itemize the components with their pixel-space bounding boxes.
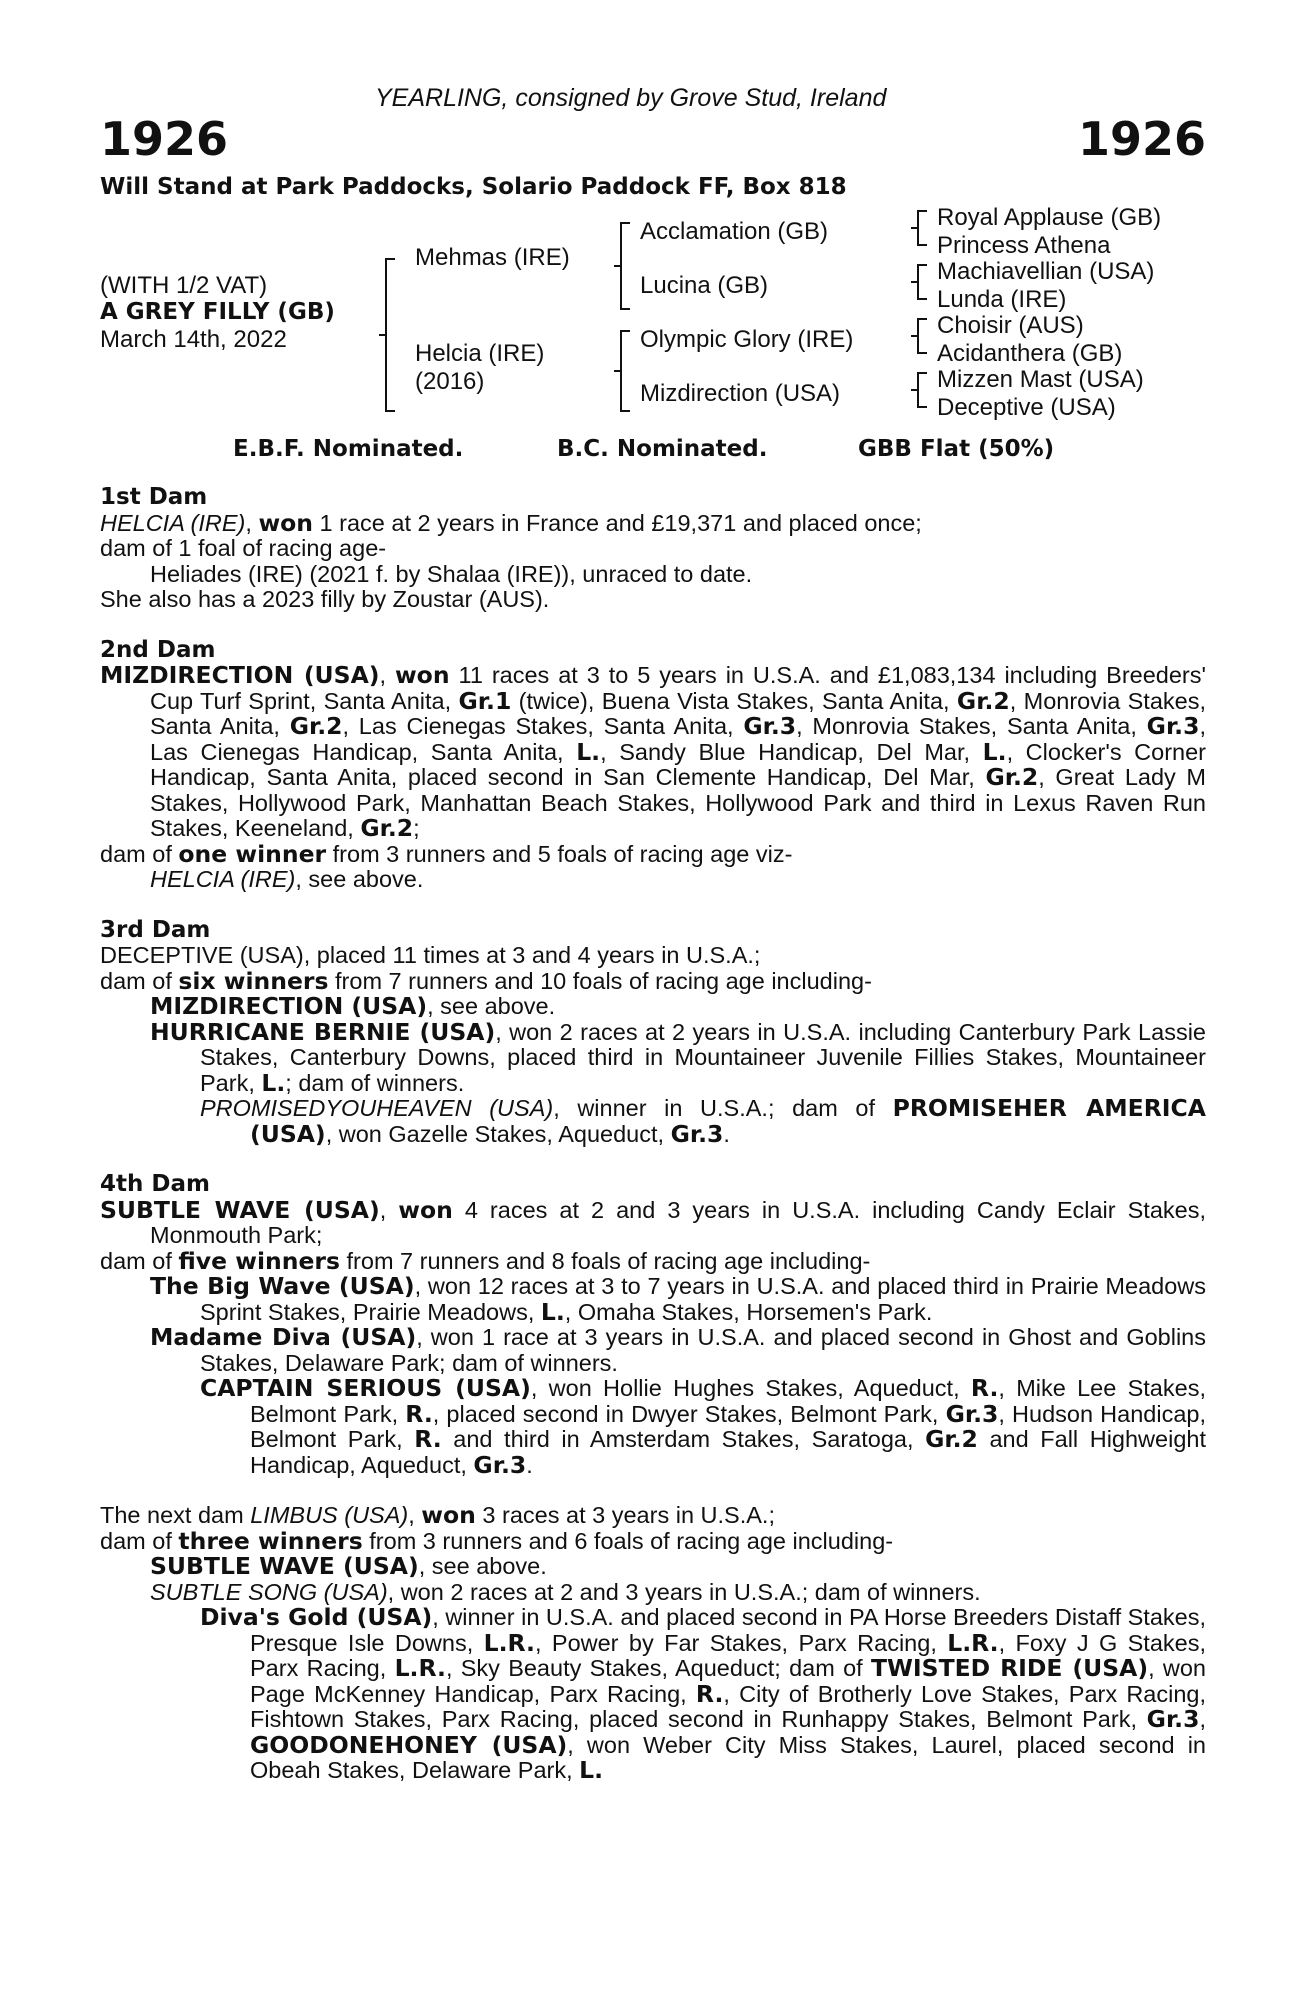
foaling-date: March 14th, 2022 bbox=[100, 326, 287, 353]
third-dam-record: DECEPTIVE (USA), placed 11 times at 3 and 4 years in U.S.A.; bbox=[100, 942, 761, 968]
sire-dam-brace bbox=[385, 258, 395, 412]
dam-sire: Olympic Glory (IRE) bbox=[640, 326, 854, 353]
lot-number-right: 1926 bbox=[1077, 112, 1206, 166]
produce-entry: SUBTLE WAVE (USA), see above. bbox=[150, 1552, 547, 1580]
dd-dam: Deceptive (USA) bbox=[937, 394, 1116, 421]
second-dam-section bbox=[100, 638, 1206, 893]
next-dam-record: The next dam LIMBUS (USA), won 3 races at 3 years in U.S.A.; bbox=[100, 1501, 775, 1529]
ds-dam: Acidanthera (GB) bbox=[937, 340, 1123, 367]
produce-entry: CAPTAIN SERIOUS (USA), won Hollie Hughes Stakes, Aqueduct, R., Mike Lee Stakes, Belmont Park, R., placed second in Dwyer Stakes, Belmont Park, Gr.3, Hudson Handicap, Belmont Park, R. and third in Amsterdam Stakes, Saratoga, Gr.2 and Fall Highweight Handicap, Aqueduct, Gr.3. bbox=[200, 1374, 1206, 1479]
ebf-nomination: E.B.F. Nominated. bbox=[233, 436, 464, 462]
dam-name: Helcia (IRE) bbox=[415, 340, 545, 367]
gen3-brace-4 bbox=[917, 372, 927, 408]
section-heading: 3rd Dam bbox=[100, 916, 211, 943]
sire-sire: Acclamation (GB) bbox=[640, 218, 829, 245]
gen3-brace-1 bbox=[917, 210, 927, 246]
sire-parents-brace bbox=[620, 222, 630, 310]
produce-entry: SUBTLE SONG (USA), won 2 races at 2 and 3 years in U.S.A.; dam of winners. bbox=[150, 1578, 981, 1605]
ds-sire: Choisir (AUS) bbox=[937, 312, 1084, 339]
dam-dam: Mizdirection (USA) bbox=[640, 380, 841, 407]
produce-entry: The Big Wave (USA), won 12 races at 3 to 7 years in U.S.A. and placed third in Prairie Meadows Sprint Stakes, Prairie Meadows, L., Omaha Stakes, Horsemen's Park. bbox=[150, 1272, 1206, 1326]
produce-entry: MIZDIRECTION (USA), see above. bbox=[150, 992, 556, 1020]
section-heading: 4th Dam bbox=[100, 1171, 210, 1197]
ss-sire: Royal Applause (GB) bbox=[937, 204, 1162, 231]
catalogue-body bbox=[100, 485, 1206, 1784]
sd-sire: Machiavellian (USA) bbox=[937, 258, 1155, 285]
third-dam-section bbox=[100, 918, 1206, 1148]
section-heading: 1st Dam bbox=[100, 484, 208, 510]
stand-location: Will Stand at Park Paddocks, Solario Paddock FF, Box 818 bbox=[100, 174, 847, 200]
horse-description: A GREY FILLY (GB) bbox=[100, 299, 335, 325]
sire-name: Mehmas (IRE) bbox=[415, 244, 570, 271]
sd-dam: Lunda (IRE) bbox=[937, 286, 1067, 313]
produce-entry: PROMISEDYOUHEAVEN (USA), winner in U.S.A.; dam of PROMISEHER AMERICA (USA), won Gazelle Stakes, Aqueduct, Gr.3. bbox=[200, 1094, 1206, 1148]
horse-name: MIZDIRECTION (USA) bbox=[100, 661, 380, 689]
grade: Gr.2 bbox=[985, 763, 1039, 791]
dd-sire: Mizzen Mast (USA) bbox=[937, 366, 1144, 393]
produce-summary: dam of six winners from 7 runners and 10 foals of racing age including- bbox=[100, 966, 872, 995]
grade: Gr.1 bbox=[458, 686, 512, 715]
race-record: 1 race at 2 years in France and £19,371 and placed once; bbox=[313, 509, 922, 536]
sire-dam: Lucina (GB) bbox=[640, 272, 769, 299]
grade: Gr.2 bbox=[360, 814, 414, 842]
gbb-nomination: GBB Flat (50%) bbox=[858, 436, 1055, 462]
produce-entry: Madame Diva (USA), won 1 race at 3 years in U.S.A. and placed second in Ghost and Goblins Stakes, Delaware Park; dam of winners. bbox=[150, 1323, 1207, 1376]
foal-entry: HELCIA (IRE), see above. bbox=[150, 866, 424, 892]
gen3-brace-2 bbox=[917, 264, 927, 300]
consignment-line: YEARLING, consigned by Grove Stud, Ireland bbox=[375, 84, 887, 112]
grade: L. bbox=[982, 737, 1007, 766]
produce-note: She also has a 2023 filly by Zoustar (AUS). bbox=[100, 586, 550, 612]
fourth-dam-section bbox=[100, 1172, 1206, 1478]
produce-intro: dam of 1 foal of racing age- bbox=[100, 535, 387, 561]
produce-entry: HURRICANE BERNIE (USA), won 2 races at 2 years in U.S.A. including Canterbury Park Lassie Stakes, Canterbury Downs, placed third in Mountaineer Juvenile Fillies Stakes, Mountaineer Park, L.; dam of winners. bbox=[150, 1017, 1206, 1097]
bc-nomination: B.C. Nominated. bbox=[557, 436, 768, 462]
second-dam-record: MIZDIRECTION (USA), won 11 races at 3 to 5 years in U.S.A. and £1,083,134 including Breeders' Cup Turf Sprint, Santa Anita, Gr.1 (twice), Buena Vista Stakes, Santa Anita, Gr.2, Monrovia Stakes, Santa Anita, Gr.2, Las Cienegas Stakes, Santa Anita, Gr.3, Monrovia Stakes, Santa Anita, Gr.3, Las Cienegas Handicap, Santa Anita, L., Sandy Blue Handicap, Del Mar, L., Clocker's Corner Handicap, Santa Anita, placed second in San Clemente Handicap, Del Mar, Gr.2, Great Lady M Stakes, Hollywood Park, Manhattan Beach Stakes, Hollywood Park and third in Lexus Raven Run Stakes, Keeneland, Gr.2; bbox=[100, 661, 1207, 842]
produce-entry: Diva's Gold (USA), winner in U.S.A. and placed second in PA Horse Breeders Distaff Stakes, Presque Isle Downs, L.R., Power by Far Stakes, Parx Racing, L.R., Foxy J G Stakes, Parx Racing, L.R., Sky Beauty Stakes, Aqueduct; dam of TWISTED RIDE (USA), won Page McKenney Handicap, Parx Racing, R., City of Brotherly Love Stakes, Parx Racing, Fishtown Stakes, Parx Racing, placed second in Runhappy Stakes, Belmont Park, Gr.3, GOODONEHONEY (USA), won Weber City Miss Stakes, Laurel, placed second in Obeah Stakes, Delaware Park, L. bbox=[200, 1603, 1207, 1784]
grade: Gr.2 bbox=[956, 686, 1010, 715]
gen3-brace-3 bbox=[917, 318, 927, 354]
lot-number-left: 1926 bbox=[100, 112, 229, 166]
section-heading: 2nd Dam bbox=[100, 636, 216, 663]
grade: Gr.3 bbox=[1146, 712, 1200, 740]
vat-note: (WITH 1/2 VAT) bbox=[100, 272, 268, 299]
produce-summary: dam of three winners from 3 runners and 6 foals of racing age including- bbox=[100, 1526, 894, 1555]
grade: L. bbox=[576, 737, 601, 766]
foal-entry: Heliades (IRE) (2021 f. by Shalaa (IRE)), unraced to date. bbox=[150, 560, 753, 587]
first-dam-record: HELCIA (IRE), won 1 race at 2 years in France and £19,371 and placed once; bbox=[100, 508, 922, 537]
produce-summary: dam of one winner from 3 runners and 5 foals of racing age viz- bbox=[100, 839, 793, 868]
grade: Gr.2 bbox=[289, 712, 343, 740]
horse-name: HELCIA (IRE) bbox=[100, 509, 246, 536]
dam-year: (2016) bbox=[415, 368, 485, 395]
produce-summary: dam of five winners from 7 runners and 8 foals of racing age including- bbox=[100, 1246, 871, 1275]
won-label: won bbox=[394, 661, 450, 689]
fourth-dam-record: SUBTLE WAVE (USA), won 4 races at 2 and 3 years in U.S.A. including Candy Eclair Stakes, Monmouth Park; bbox=[100, 1195, 1206, 1248]
grade: Gr.3 bbox=[743, 712, 797, 740]
next-dam-section bbox=[100, 1503, 1206, 1784]
won-label: won bbox=[258, 508, 314, 537]
first-dam-section bbox=[100, 485, 1206, 613]
dam-parents-brace bbox=[620, 330, 630, 412]
ss-dam: Princess Athena bbox=[937, 232, 1111, 259]
